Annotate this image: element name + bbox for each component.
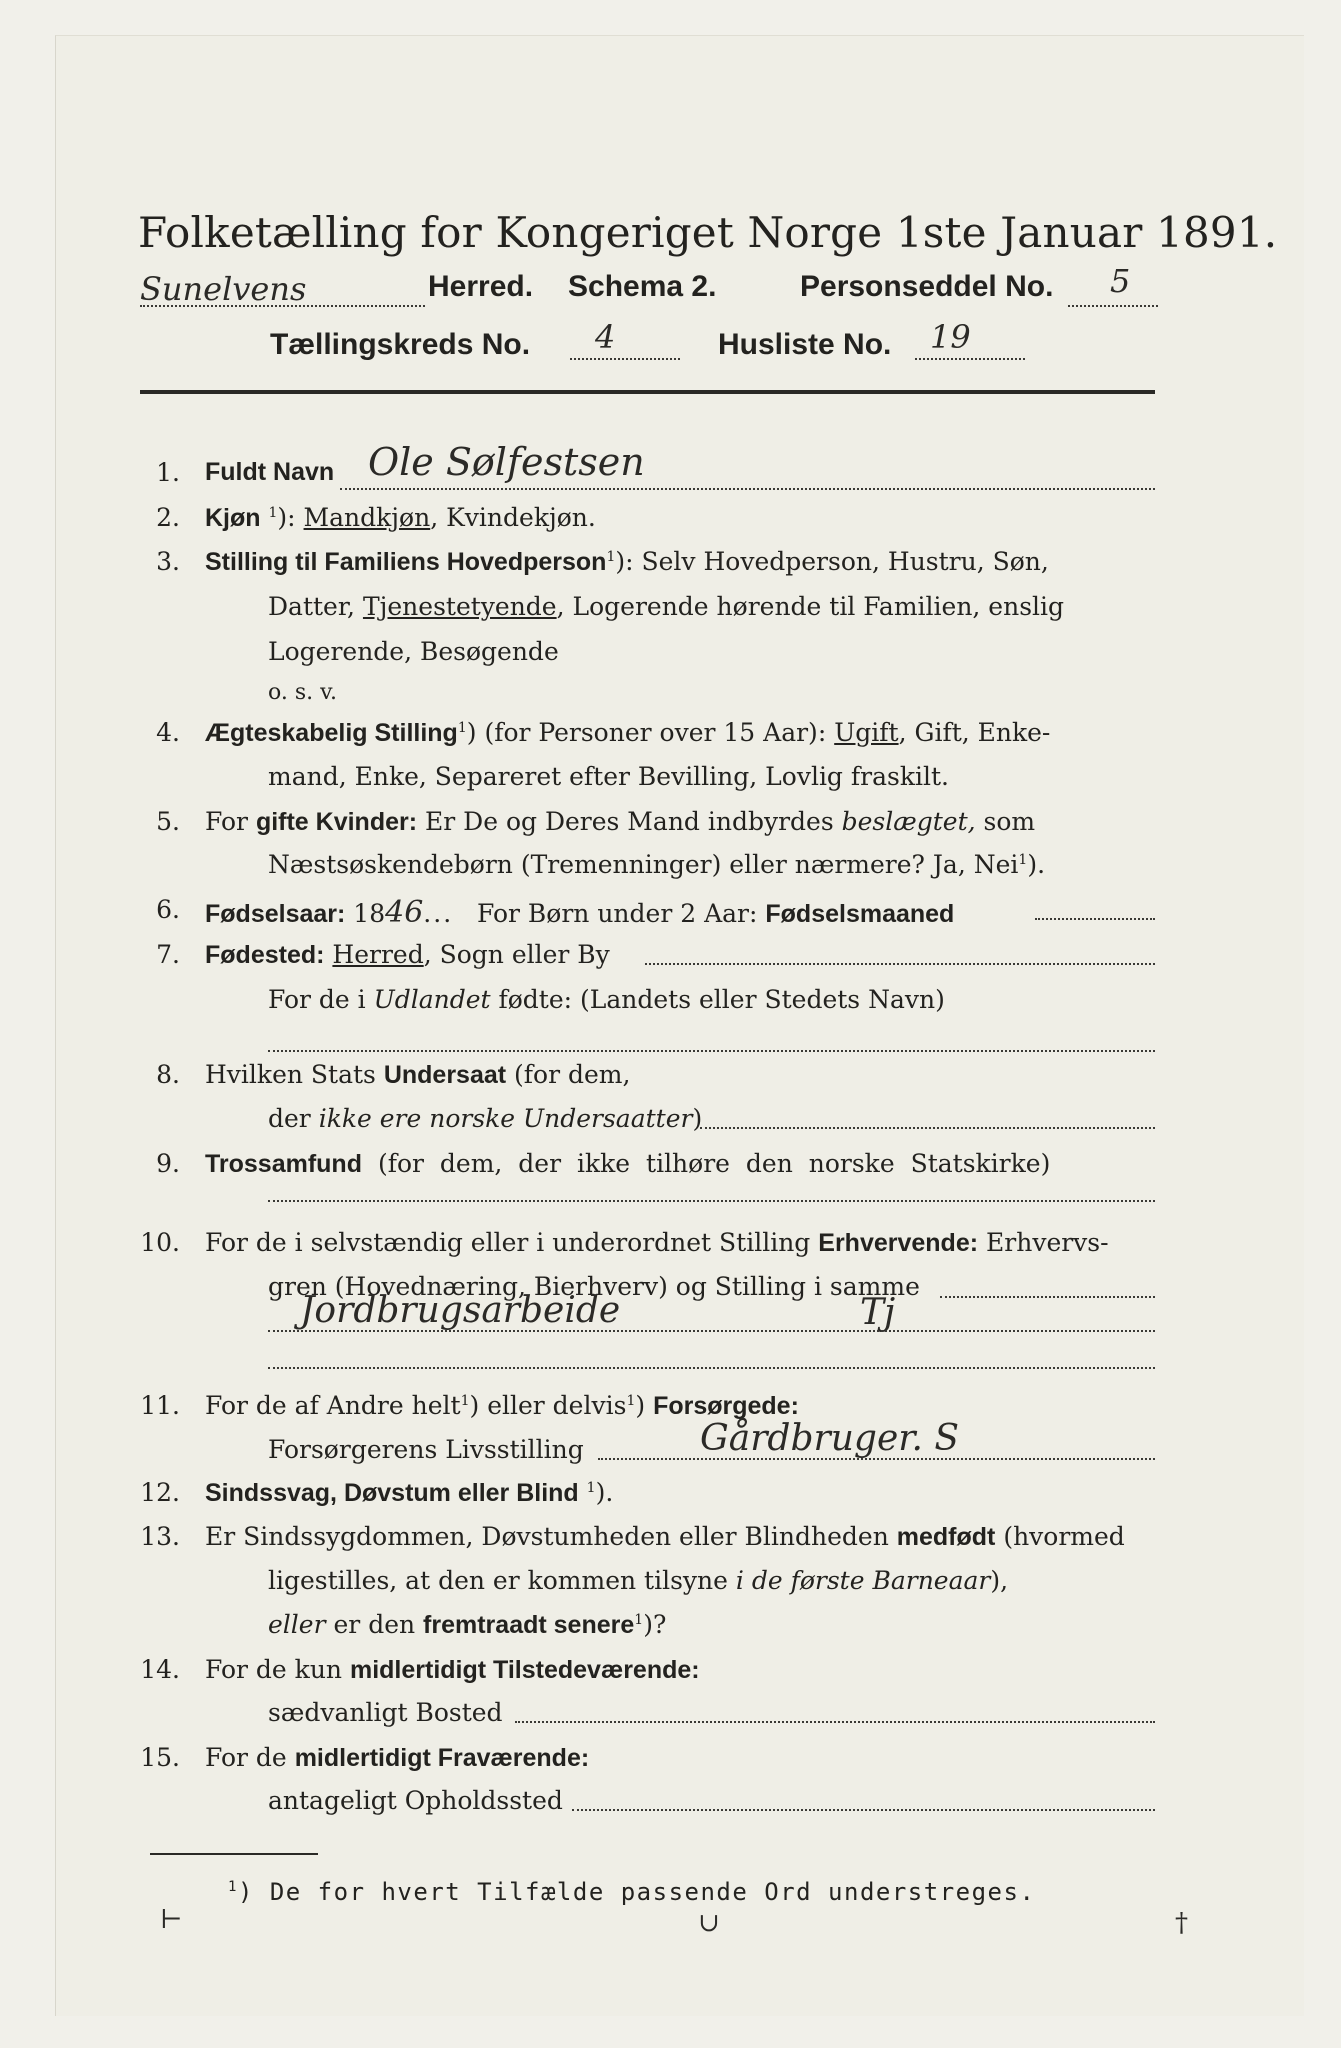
q6-text-b: For Børn under 2 Aar:	[476, 899, 758, 928]
personseddel-dotline	[1068, 305, 1158, 307]
q10-line1	[205, 1228, 1109, 1258]
q4-text1: (for Personer over 15 Aar):	[484, 718, 827, 747]
q10-dotline3	[268, 1367, 1155, 1369]
q4-sup: 1	[457, 720, 467, 736]
q4-text2: mand, Enke, Separeret efter Bevilling, Lovlig fraskilt.	[268, 762, 949, 791]
q7-dotline1	[645, 963, 1155, 965]
q2-label: Kjøn	[205, 504, 261, 532]
q8-label: Undersaat	[383, 1061, 507, 1089]
q5-label: gifte Kvinder:	[255, 808, 418, 836]
footnote-sup: 1	[228, 1879, 238, 1895]
personseddel-number: 5	[1110, 262, 1131, 300]
q6-line: Fødselsaar: 1846... For Børn under 2 Aar: Fødselsmaaned	[205, 895, 955, 930]
q3-text1: Selv Hovedperson, Hustru, Søn,	[641, 547, 1049, 576]
q6-label-b: Fødselsmaaned	[765, 900, 955, 928]
q2-row: Kjøn $^1$): Mandkjøn, Kvindekjøn.	[205, 503, 596, 532]
q5-line2: Næstsøskendebørn (Tremenninger) eller nærmere? Ja, Nei$^1$).	[268, 850, 1046, 879]
q10-answer-b: Tj	[860, 1292, 896, 1333]
q7-number: 7.	[156, 940, 180, 969]
q14-label: midlertidigt Tilstedeværende:	[349, 1656, 700, 1684]
q3-number: 3.	[156, 547, 180, 576]
q13-line1	[205, 1522, 1125, 1552]
personseddel-label: Personseddel No.	[800, 270, 1054, 303]
q13-line3: eller er den fremtraadt senere$^1$)?	[268, 1610, 667, 1639]
q13-text1a: Er Sindssygdommen, Døvstumheden eller Blindheden	[205, 1522, 889, 1551]
q7-label: Fødested:	[205, 941, 325, 969]
q3-option-tjenestetyende: Tjenestetyende	[362, 592, 557, 621]
q14-text2: sædvanligt Bosted	[268, 1698, 503, 1727]
q8-number: 8.	[156, 1060, 180, 1089]
q13-line2	[268, 1566, 1008, 1595]
q13-text2b: ),	[990, 1566, 1009, 1595]
footnote	[228, 1878, 1035, 1906]
q15-pre: For de	[205, 1743, 287, 1772]
form-title: Folketælling for Kongeriget Norge 1ste Januar 1891.	[138, 208, 1278, 257]
q1-answer: Ole Sølfestsen	[368, 440, 645, 484]
q1-dotline	[340, 488, 1155, 490]
q1-label: Fuldt Navn	[205, 458, 335, 486]
q9-label: Trossamfund	[205, 1150, 362, 1178]
q6-number: 6.	[156, 895, 180, 924]
q13-text2a: ligestilles, at den er kommen tilsyne	[268, 1566, 728, 1595]
husliste-dotline	[915, 358, 1025, 360]
q6-dotline	[1035, 918, 1155, 920]
q7-line1	[205, 940, 610, 970]
q2-option-mandkjon: Mandkjøn	[303, 503, 431, 532]
q8-text2b: )	[692, 1104, 703, 1133]
q8-line1	[205, 1060, 630, 1090]
q14-pre: For de kun	[205, 1655, 343, 1684]
herred-label: Herred.	[428, 270, 534, 303]
q15-label: midlertidigt Fraværende:	[294, 1744, 590, 1772]
q4-text1b: , Gift, Enke-	[898, 718, 1051, 747]
q10-label: Erhvervende:	[818, 1229, 979, 1257]
q13-text3a: er den	[333, 1610, 416, 1639]
q13-text3b: )?	[643, 1610, 667, 1639]
q8-text2a: der	[268, 1104, 311, 1133]
q4-option-ugift: Ugift	[834, 718, 899, 747]
herred-handwritten: Sunelvens	[140, 270, 307, 308]
q9-number: 9.	[156, 1149, 180, 1178]
q4-label: Ægteskabelig Stilling	[205, 719, 458, 747]
q7-text2-italic: Udlandet	[373, 985, 491, 1014]
q13-text1b: (hvormed	[1003, 1522, 1125, 1551]
pencil-mark-icon: ∪	[698, 1908, 720, 1938]
q8-text1a: Hvilken Stats	[205, 1060, 376, 1089]
q10-text1b: Erhvervs-	[986, 1228, 1109, 1257]
q10-number: 10.	[140, 1228, 180, 1257]
husliste-number: 19	[930, 318, 971, 356]
q3-text2b: , Logerende hørende til Familien, enslig	[556, 592, 1065, 621]
q2-sup: 1	[268, 505, 278, 521]
q7-text2a: For de i	[268, 985, 366, 1014]
q10-dotline1	[940, 1296, 1155, 1298]
q5-text1: Er De og Deres Mand indbyrdes	[425, 807, 834, 836]
q13-label: medfødt	[896, 1523, 996, 1551]
q13-number: 13.	[140, 1522, 180, 1551]
pencil-mark-icon: ⊢	[160, 1905, 183, 1935]
q5-text1-italic: beslægtet,	[841, 807, 976, 836]
q5-sup: 1	[1018, 852, 1028, 868]
q7-dotline2	[268, 1050, 1155, 1052]
q5-number: 5.	[156, 807, 180, 836]
q3-line2	[268, 592, 1064, 621]
q10-dotline2	[268, 1330, 1155, 1332]
q12-label: Sindssvag, Døvstum eller Blind	[205, 1479, 579, 1507]
q12-number: 12.	[140, 1478, 180, 1507]
husliste-label: Husliste No.	[718, 328, 892, 361]
q15-line1	[205, 1743, 589, 1773]
q6-label: Fødselsaar:	[205, 900, 346, 928]
q15-text2: antageligt Opholdssted	[268, 1786, 563, 1815]
q3-label: Stilling til Familiens Hovedperson	[205, 548, 607, 576]
q3-text2a: Datter,	[268, 592, 355, 621]
q7-text1: , Sogn eller By	[423, 940, 610, 969]
q15-dotline	[572, 1809, 1155, 1811]
q6-prefix: 18	[353, 899, 386, 928]
q3-text3: Logerende, Besøgende	[268, 637, 559, 666]
q8-text2-italic: ikke ere norske Undersaatter	[318, 1104, 693, 1133]
q14-dotline	[515, 1721, 1155, 1723]
q8-line2	[268, 1104, 702, 1133]
q3-line1: Stilling til Familiens Hovedperson$^1$): Selv Hovedperson, Hustru, Søn,	[205, 547, 1049, 576]
q14-line1	[205, 1655, 700, 1685]
q8-dotline	[700, 1127, 1155, 1129]
q2-number: 2.	[156, 503, 180, 532]
q9-dotline	[268, 1200, 1155, 1202]
q5-text1b: som	[983, 807, 1036, 836]
q10-answer: Jordbrugsarbeide	[300, 1290, 621, 1331]
q10-text1a: For de i selvstændig eller i underordnet Stilling	[205, 1228, 811, 1257]
q7-option-herred: Herred	[332, 940, 424, 969]
q5-text2: Næstsøskendebørn (Tremenninger) eller nærmere? Ja, Nei	[268, 850, 1019, 879]
q6-answer: 46	[385, 895, 424, 930]
census-form	[55, 35, 1304, 2016]
q11-text2: Forsørgerens Livsstilling	[268, 1435, 584, 1464]
q10-text2: gren (Hovednæring, Bierhverv) og Stilling i samme	[268, 1272, 920, 1301]
q15-number: 15.	[140, 1743, 180, 1772]
q13-text3-italic: eller	[268, 1610, 326, 1639]
q3-sup: 1	[606, 549, 616, 565]
q12-sup: 1	[586, 1480, 596, 1496]
q11-text1a: For de af Andre helt	[205, 1391, 461, 1420]
q11-label: Forsørgede:	[653, 1392, 799, 1420]
q7-text2b: fødte: (Landets eller Stedets Navn)	[498, 985, 945, 1014]
q5-pre: For	[205, 807, 248, 836]
q11-text1b: eller delvis	[487, 1391, 627, 1420]
q13-text2-italic: i de første Barneaar	[735, 1566, 991, 1595]
schema-label: Schema 2.	[568, 270, 717, 303]
footnote-rule	[150, 1853, 318, 1855]
header-rule	[140, 390, 1155, 394]
footnote-text: ) De for hvert Tilfælde passende Ord understreges.	[237, 1878, 1036, 1906]
q11-answer: Gårdbruger. S	[700, 1418, 960, 1459]
herred-dotline	[140, 305, 425, 307]
q3-text4: o. s. v.	[268, 680, 337, 705]
q2-option-kvindekjon: Kvindekjøn.	[446, 503, 596, 532]
kreds-number: 4	[595, 318, 616, 356]
q13-label-b: fremtraadt senere	[423, 1611, 635, 1639]
q9-line	[205, 1149, 1050, 1179]
q12-line: Sindssvag, Døvstum eller Blind $^1$).	[205, 1478, 614, 1507]
q14-number: 14.	[140, 1655, 180, 1684]
q8-text1b: (for dem,	[514, 1060, 631, 1089]
q11-line1: For de af Andre helt$^1$) eller delvis$^1$) Forsørgede:	[205, 1391, 799, 1420]
q1-number: 1.	[156, 458, 180, 487]
q11-number: 11.	[140, 1391, 180, 1420]
q4-line1: Ægteskabelig Stilling$^1$) (for Personer over 15 Aar): Ugift, Gift, Enke-	[205, 718, 1051, 747]
q7-line2	[268, 985, 945, 1014]
q9-text: (for dem, der ikke tilhøre den norske Statskirke)	[377, 1149, 1051, 1178]
kreds-label: Tællingskreds No.	[270, 328, 531, 361]
pencil-mark-icon: †	[1175, 1908, 1188, 1938]
q5-line1	[205, 807, 1035, 837]
kreds-dotline	[570, 358, 680, 360]
q4-number: 4.	[156, 718, 180, 747]
